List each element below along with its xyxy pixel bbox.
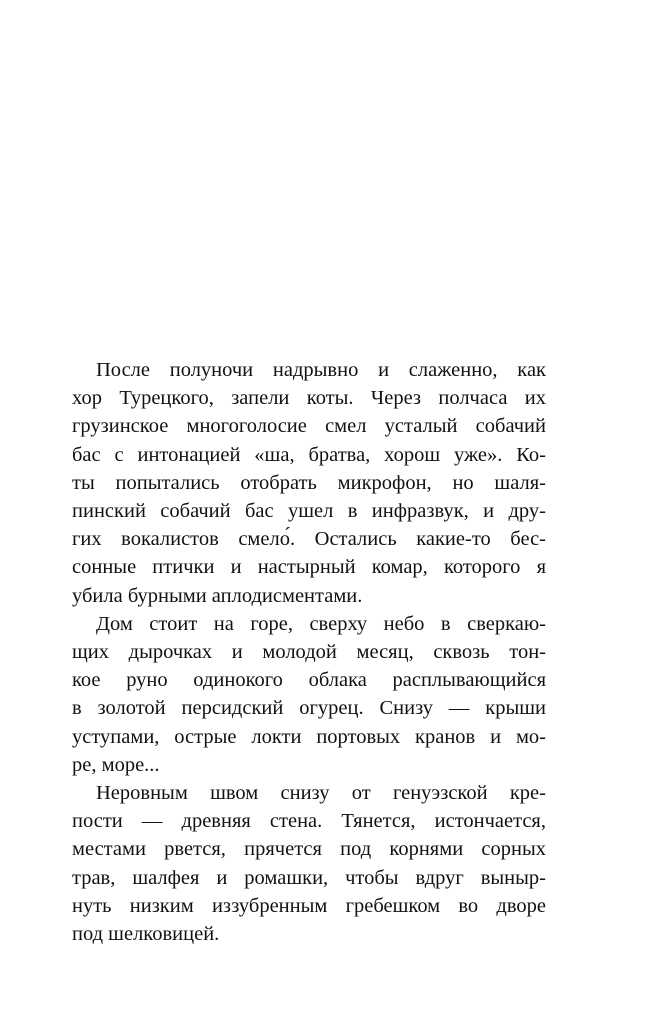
text-line: нуть низким иззубренным гребешком во дворе [72, 894, 546, 917]
text-line: Дом стоит на горе, сверху небо в сверкаю- [96, 612, 546, 635]
text-line: сонные птички и настырный комар, которого я [72, 556, 546, 579]
text-line: пости — древняя стена. Тянется, истончается, [72, 810, 546, 833]
text-line: местами рвется, прячется под корнями сорных [72, 838, 546, 861]
text-line: трав, шалфея и ромашки, чтобы вдруг выныр- [72, 866, 546, 889]
paragraph-house-on-hill [72, 610, 546, 779]
text-line: ре, море... [72, 753, 160, 776]
text-line: гих вокалистов смело́. Остались какие-то бес- [72, 528, 546, 551]
text-line: щих дырочках и молодой месяц, сквозь тон- [72, 641, 546, 664]
text-line: бас с интонацией «ша, братва, хорош уже». Ко- [72, 443, 546, 466]
text-line: пинский собачий бас ушел в инфразвук, и дру- [72, 500, 546, 523]
text-line: убила бурными аплодисментами. [72, 584, 363, 607]
text-line: После полуночи надрывно и слаженно, как [96, 359, 546, 381]
text-line: ты попытались отобрать микрофон, но шаля- [72, 471, 546, 494]
text-line: под шелковицей. [72, 923, 220, 946]
paragraph-ancient-wall [72, 779, 546, 948]
text-line: Неровным швом снизу от генуэзской кре- [96, 782, 546, 805]
text-line: грузинское многоголосие смел усталый собачий [72, 415, 546, 438]
text-line: кое руно одинокого облака расплывающийся [72, 669, 546, 692]
text-line: уступами, острые локти портовых кранов и мо- [72, 725, 546, 748]
body-text [72, 356, 546, 948]
paragraph-night-cats [72, 356, 546, 610]
text-line: в золотой персидский огурец. Снизу — крыши [72, 697, 546, 720]
text-line: хор Турецкого, запели коты. Через полчаса их [72, 387, 546, 410]
